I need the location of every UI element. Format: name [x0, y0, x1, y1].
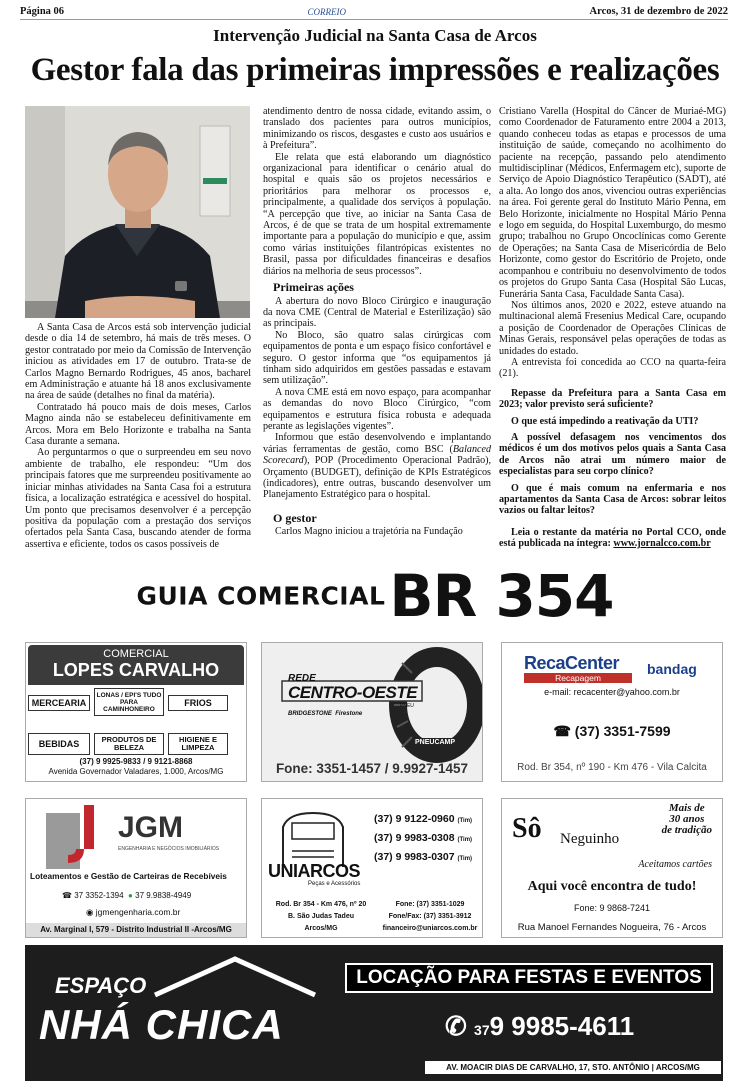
- ad-rede-pneu: PNEU: [400, 703, 414, 709]
- ad-so-name2: Neguinho: [560, 831, 620, 847]
- portal-link[interactable]: www.jornalcco.com.br: [613, 538, 711, 550]
- subheading-primeiras-acoes: Primeiras ações: [273, 280, 354, 295]
- ad-reca-bandag: bandag: [647, 661, 697, 677]
- newspaper-logo: CORREIO: [307, 6, 347, 17]
- ad-jgm-phone2: 37 9.9838-4949: [135, 891, 192, 900]
- tradition-line: 30 anos: [669, 813, 705, 825]
- paragraph: A entrevista foi concedida ao CCO na quarta-feira (21).: [499, 356, 726, 380]
- paragraph: A abertura do novo Bloco Cirúrgico e inauguração da nova CME (Central de Material e Esterilização) são as principais.: [263, 295, 491, 330]
- ad-lopes-address: Avenida Governador Valadares, 1.000, Arcos/MG: [48, 767, 224, 776]
- paragraph: Nos últimos anos, 2020 e 2022, esteve atuando na multinacional alemã Fresenius Medical Care, ocupando a posição de Coordenador de Operações Clínicas de Minas Gerais, responsável pelas operações de todas as unidades do estado.: [499, 299, 726, 357]
- ad-lopes-header: [28, 645, 244, 685]
- phone-icon: ☎: [553, 723, 571, 739]
- phone-row: [374, 849, 472, 868]
- question: O que é mais comum na enfermaria e nos apartamentos da Santa Casa de Arcos: sobrar leitos vazios ou faltar leitos?: [499, 482, 726, 517]
- ad-lopes-carvalho: [25, 642, 247, 782]
- guide-label: GUIA COMERCIAL: [136, 581, 386, 611]
- ad-uniarcos-address: [266, 899, 376, 935]
- ad-nha-title: LOCAÇÃO PARA FESTAS E EVENTOS: [345, 963, 713, 993]
- box-lonas: LONAS / EPI'S TUDO PARA CAMINHONEIRO: [94, 688, 164, 716]
- article-headline: Gestor fala das primeiras impressões e realizações: [30, 52, 720, 88]
- ad-so-cards: Aceitamos cartões: [638, 859, 712, 870]
- whatsapp-icon: ●: [128, 891, 133, 900]
- addr-line: Arcos/MG: [304, 925, 338, 932]
- ad-so-slogan: Aqui você encontra de tudo!: [527, 879, 697, 894]
- carrier-tag: (Tim): [457, 856, 473, 862]
- ad-rede-brands: [288, 711, 362, 717]
- guide-road: BR 354: [389, 562, 614, 630]
- ad-reca-phone: (37) 3351-7599: [574, 723, 671, 739]
- ad-reca-sub: Recapagem: [524, 673, 632, 683]
- globe-icon: ◉: [86, 907, 94, 917]
- article-kicker: Intervenção Judicial na Santa Casa de Arcos: [213, 26, 537, 45]
- ad-jgm-service: Loteamentos e Gestão de Carteiras de Recebíveis: [30, 871, 227, 881]
- ad-lopes-small: COMERCIAL: [103, 648, 169, 660]
- ad-nha-phone-line: [445, 1011, 634, 1042]
- ad-so-address: Rua Manoel Fernandes Nogueira, 76 - Arcos: [517, 922, 707, 933]
- portrait-illustration: [25, 106, 250, 318]
- ad-nha-espaco: ESPAÇO: [55, 973, 147, 998]
- brand-bridgestone: BRIDGESTONE: [288, 711, 332, 717]
- ad-uniarcos-phones: [374, 811, 472, 868]
- ad-lopes-phones: (37) 9 9925-9833 / 9 9121-8868: [79, 757, 193, 766]
- ad-reca-phone-line: [502, 723, 722, 740]
- paragraph: Ao perguntarmos o que o surpreendeu em seu novo ambiente de trabalho, ele respondeu: “Um dos principais fatores que me surpreendeu positivamente ao iniciar minhas atividades na Santa Casa foi a estrutura física, a localização estratégica e acessível do hospital. Um ponto que precisamos desenvolver é a percepção positiva da população com a prestação dos serviços ofertados pela Santa Casa, buscando atender de forma assertiva e eficiente, todos os casos possíveis de: [25, 447, 251, 550]
- closing-text: Leia o restante da matéria no Portal CCO, onde está publicada na íntegra:: [499, 526, 726, 550]
- paragraph: atendimento dentro de nossa cidade, evitando assim, o translado dos pacientes para outros municípios, minimizando os riscos, desgastes e custo aos usuários e à Prefeitura”.: [263, 106, 491, 152]
- phone-row: [374, 811, 472, 830]
- ad-reca-address: Rod. Br 354, nº 190 - Km 476 - Vila Calcita: [517, 762, 707, 773]
- ad-jgm: [25, 798, 247, 938]
- box-bebidas: BEBIDAS: [28, 733, 90, 755]
- ad-nha-phone: 9 9985-4611: [489, 1011, 635, 1041]
- text-span: ), POP (Procedimento Operacional Padrão), Orçamento (BUDGET), definição de KPIs Estratégicos (indicadores), entre outras, buscando desenvolver um Planejamento Estratégico para o hospital.: [263, 455, 491, 501]
- ad-rede-name2: CENTRO-OESTE: [288, 683, 418, 702]
- ad-jgm-phone1: 37 3352-1394: [74, 891, 124, 900]
- box-frios: FRIOS: [168, 695, 228, 711]
- article-column-3: [499, 106, 726, 550]
- ad-nha-name: NHÁ CHICA: [39, 1001, 284, 1048]
- ad-so-phone: Fone: 9 9868-7241: [573, 903, 651, 913]
- phone-row: [374, 830, 472, 849]
- contact-line: Fone/Fax: (37) 3351-3912: [388, 913, 472, 920]
- ad-so-neguinho: [501, 798, 723, 938]
- jgm-logo-icon: [46, 805, 106, 875]
- ad-rede-phone: Fone: 3351-1457 / 9.9927-1457: [275, 761, 469, 776]
- text-span: Informou que estão desenvolvendo e implantando várias ferramentas de gestão, como BSC (: [263, 432, 491, 455]
- box-produtos: PRODUTOS DE BELEZA: [94, 733, 164, 755]
- closing-note: [499, 527, 726, 550]
- phone-3: (37) 9 9983-0307: [374, 851, 455, 863]
- ad-jgm-site-line: [86, 907, 180, 918]
- paragraph: A Santa Casa de Arcos está sob intervenção judicial desde o dia 14 de setembro, há mais de três meses. O gestor contratado por meio da Comissão de Intervenção iniciou as atividades em 17 de outubro. Trata-se de Carlos Magno Bernardo Rodrigues, 45 anos, bacharel em Administração e atuante há 18 anos exclusivamente na área de saúde (detalhes no final da matéria).: [25, 322, 251, 402]
- page-date: Arcos, 31 de dezembro de 2022: [589, 6, 728, 17]
- phone-icon: ☎: [62, 891, 72, 900]
- paragraph: Ele relata que está elaborando um diagnóstico organizacional para identificar o cenário atual do hospital e quais são os projetos necessários e prioritários para melhorar os processos e, principalmente, a qualidade dos serviços à população. “A percepção que tive, ao iniciar na Santa Casa de Arcos, é de que se trata de um hospital extremamente importante para a população do município e que, assim como várias instituições filantrópicas existentes no Brasil, passa por dificuldades financeiras e desafios diários na melhoria de seus processos”.: [263, 151, 491, 277]
- phone-2: (37) 9 9983-0308: [374, 832, 455, 844]
- paragraph: A nova CME está em novo espaço, para acompanhar as demandas do novo Bloco Cirúrgico, “com equipamentos e estrutura física robusta e adequada perante as legislações vigentes”.: [263, 386, 491, 432]
- ad-jgm-tagline: ENGENHARIA E NEGÓCIOS IMOBILIÁRIOS: [118, 846, 220, 852]
- ad-uniarcos: [261, 798, 483, 938]
- paragraph: Carlos Magno iniciou a trajetória na Fundação: [275, 526, 463, 538]
- tradition-line: Mais de: [668, 802, 705, 814]
- page-number: Página 06: [20, 6, 65, 17]
- ad-rede-pneucamp: PNEUCAMP: [412, 738, 458, 747]
- carrier-tag: (Tim): [457, 837, 473, 843]
- ad-jgm-phones: [62, 891, 191, 900]
- question: O que está impedindo a reativação da UTI?: [511, 415, 699, 427]
- addr-line: Rod. Br 354 - Km 476, nº 20: [275, 901, 367, 908]
- box-mercearia: MERCEARIA: [28, 695, 90, 711]
- ad-lopes-footer: [26, 757, 246, 777]
- addr-line: B. São Judas Tadeu: [288, 913, 354, 920]
- article-column-2: [263, 106, 491, 538]
- paragraph: Contratado há pouco mais de dois meses, Carlos Magno ainda não se estabeleceu definitivamente em Arcos. Mora em Belo Horizonte e trabalha na Santa Casa durante a semana.: [25, 401, 251, 448]
- ad-rede-name1: REDE: [288, 673, 316, 684]
- ad-so-tradition: [662, 803, 712, 836]
- contact-line: Fone: (37) 3351-1029: [395, 901, 465, 908]
- gestor-photo: [25, 106, 250, 318]
- italic-term: Balanced Scorecard: [263, 443, 491, 467]
- ad-jgm-site: jgmengenharia.com.br: [95, 907, 181, 917]
- guia-comercial-banner: [0, 562, 750, 630]
- box-higiene: HIGIENE E LIMPEZA: [168, 733, 228, 755]
- ad-lopes-row2: [28, 733, 244, 755]
- subheading-o-gestor: O gestor: [273, 510, 317, 525]
- paragraph: Cristiano Varella (Hospital do Câncer de Muriaé-MG) como Coordenador de Faturamento entre 2004 a 2013, quando conheceu todas as etapas e processos de uma instituição de saúde, começando no acolhimento do paciente na recepção, passando pelo atendimento multidisciplinar (Médicos, Enfermagem etc), suporte de Serviço de Apoio Diagnóstico Terapêutico (SADT), até a alta. Ao longo dos anos, vivenciou outras experiências na área. Foi gerente geral do Instituto Mário Penna, em Belo Horizonte, inicialmente no Hospital Mário Penna e logo em seguida, do Hospital Luxemburgo, do mesmo grupo; trabalhou no Grupo Oncoclínicas como Gerente de Operações; na Santa Casa de Misericórdia de Belo Horizonte, como gestor do Escritório de Projeto, onde acompanhou e contribuiu no desenvolvimento de todos os projetos do Grupo Santa Casa (Hospital São Lucas, Funerária Santa Casa, Faculdade Santa Casa).: [499, 106, 726, 300]
- ad-lopes-name: LOPES CARVALHO: [52, 660, 220, 680]
- tradition-line: de tradição: [661, 824, 712, 836]
- ad-uniarcos-name: UNIARCOS: [268, 861, 361, 881]
- ad-espaco-nha-chica: [25, 945, 723, 1081]
- carrier-tag: (Tim): [457, 818, 473, 824]
- phone-1: (37) 9 9122-0960: [374, 813, 455, 825]
- paragraph: No Bloco, são quatro salas cirúrgicas com equipamentos de ponta e um espaço físico confortável e seguro. O gestor informa que “os equipamentos já tinham sido adquiridos em gestões passadas e estavam sem utilização”.: [263, 329, 491, 387]
- question: A possível defasagem nos vencimentos dos médicos é um dos motivos pelos quais a Santa Casa de Arcos não atrai um número maior de especialistas para seu corpo clínico?: [499, 431, 726, 478]
- whatsapp-icon: ✆: [445, 1011, 467, 1041]
- ad-reca-email: e-mail: recacenter@yahoo.com.br: [544, 687, 680, 697]
- article-column-1: [25, 322, 251, 550]
- ad-lopes-row1: [28, 688, 244, 716]
- ad-jgm-name: JGM: [118, 811, 184, 844]
- ad-so-name: Sô: [512, 813, 542, 844]
- question: Repasse da Prefeitura para a Santa Casa em 2023; valor previsto será suficiente?: [499, 387, 726, 411]
- ad-rede-centro-oeste: [261, 642, 483, 782]
- ad-recacenter: [501, 642, 723, 782]
- ad-nha-address: AV. MOACIR DIAS DE CARVALHO, 17, STO. ANTÔNIO | ARCOS/MG: [425, 1061, 721, 1074]
- paragraph: [263, 432, 491, 500]
- ad-jgm-address: Av. Marginal I, 579 - Distrito Industrial II -Arcos/MG: [26, 923, 246, 937]
- ad-reca-name: RecaCenter: [524, 653, 620, 673]
- ad-nha-ddd: 37: [474, 1022, 490, 1038]
- page-header: [20, 4, 728, 20]
- brand-firestone: Firestone: [335, 711, 363, 717]
- ad-uniarcos-contact: [378, 899, 482, 935]
- contact-email: financeiro@uniarcos.com.br: [382, 925, 478, 932]
- ad-uniarcos-sub: Peças e Acessórios: [308, 881, 361, 887]
